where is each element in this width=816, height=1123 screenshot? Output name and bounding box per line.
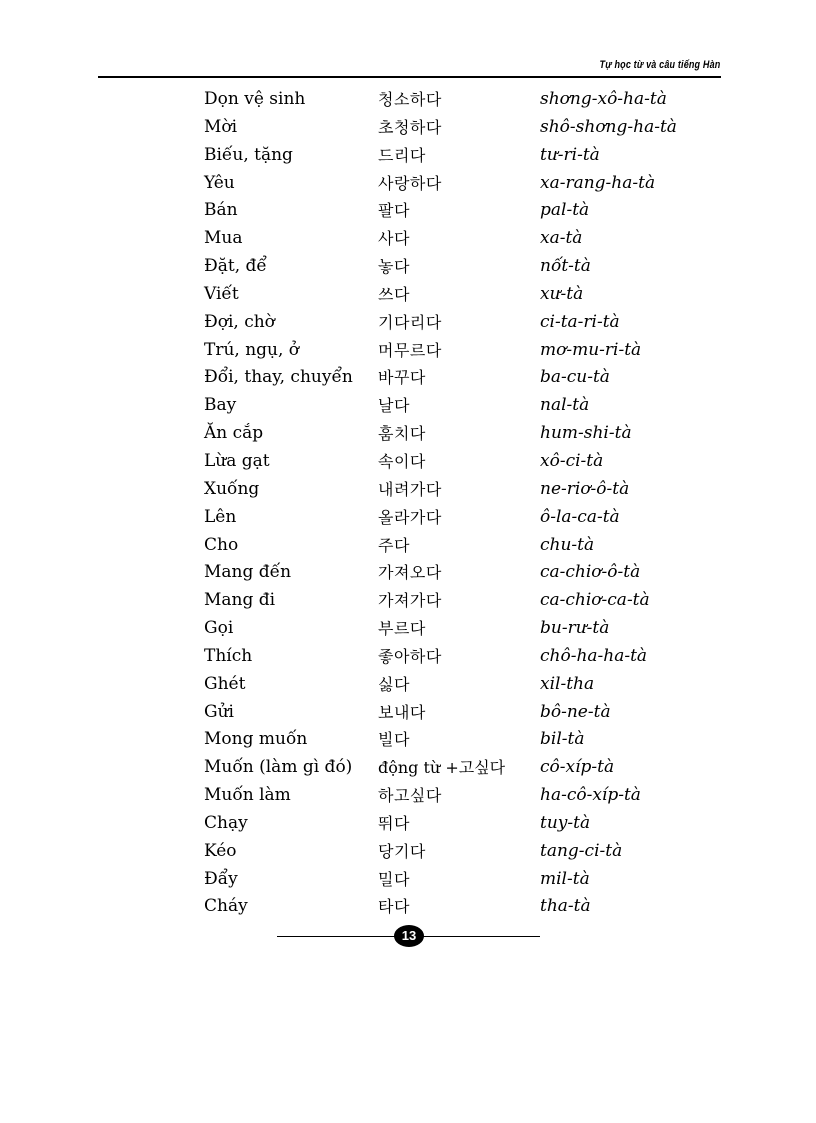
korean-word: 기다리다 [378, 312, 442, 332]
vietnamese-word: Ghét [204, 673, 246, 694]
vocab-row [204, 559, 704, 587]
vietnamese-word: Mang đến [204, 562, 292, 583]
pronunciation: tang-ci-tà [540, 840, 623, 861]
pronunciation: mil-tà [540, 868, 590, 889]
vocab-row [204, 170, 704, 198]
vietnamese-word: Chạy [204, 812, 248, 833]
vocab-row [204, 225, 704, 253]
korean-word: 청소하다 [378, 90, 442, 109]
vietnamese-word: Trú, ngụ, ở [204, 339, 300, 360]
vietnamese-word: Đợi, chờ [204, 311, 275, 332]
korean-word: 바꾸다 [378, 368, 426, 388]
vietnamese-word: Bán [204, 200, 238, 221]
vocabulary-table [204, 86, 704, 921]
vietnamese-word: Muốn làm [204, 785, 291, 806]
vietnamese-word: Lừa gạt [204, 450, 270, 471]
vocab-row [204, 838, 704, 866]
vocab-row [204, 114, 704, 142]
vocab-row [204, 615, 704, 643]
vocab-row [204, 86, 704, 114]
pronunciation: bil-tà [540, 729, 585, 750]
vocab-row [204, 782, 704, 810]
korean-word: 사다 [378, 229, 410, 249]
vocab-row [204, 448, 704, 476]
vietnamese-word: Mong muốn [204, 729, 308, 750]
korean-word: 주다 [378, 535, 410, 555]
vocab-row [204, 197, 704, 225]
vietnamese-word: Cho [204, 534, 239, 555]
pronunciation: tha-tà [540, 896, 591, 917]
pronunciation: bu-rư-tà [540, 618, 610, 639]
vocab-row [204, 587, 704, 615]
korean-word: 내려가다 [378, 479, 442, 499]
vietnamese-word: Thích [204, 645, 253, 666]
pronunciation: pal-tà [540, 200, 590, 221]
page-number-badge: 13 [394, 925, 424, 947]
vietnamese-word: Dọn vệ sinh [204, 89, 306, 109]
vietnamese-word: Mua [204, 228, 243, 249]
vocab-row [204, 309, 704, 337]
korean-word: 빌다 [378, 730, 410, 750]
vietnamese-word: Đổi, thay, chuyển [204, 367, 353, 388]
korean-word: 드리다 [378, 145, 426, 165]
pronunciation: cô-xíp-tà [540, 757, 615, 778]
pronunciation: xư-tà [540, 283, 584, 304]
pronunciation: shơng-xô-ha-tà [540, 89, 667, 109]
vietnamese-word: Đẩy [204, 868, 238, 889]
vietnamese-word: Xuống [204, 478, 260, 499]
vietnamese-word: Biếu, tặng [204, 144, 293, 165]
vocab-row [204, 142, 704, 170]
korean-word: 가져가다 [378, 591, 442, 611]
vocab-row [204, 532, 704, 560]
pronunciation: nốt-tà [540, 256, 591, 277]
pronunciation: bô-ne-tà [540, 701, 611, 722]
pronunciation: chu-tà [540, 534, 595, 555]
pronunciation: xil-tha [540, 673, 595, 694]
korean-word: động từ +고싶다 [378, 758, 506, 778]
vocab-row [204, 281, 704, 309]
vietnamese-word: Gọi [204, 618, 234, 639]
pronunciation: ci-ta-ri-tà [540, 311, 620, 332]
korean-word: 날다 [378, 396, 410, 416]
vietnamese-word: Gửi [204, 701, 234, 722]
vocab-row [204, 754, 704, 782]
vocab-row [204, 253, 704, 281]
korean-word: 당기다 [378, 841, 426, 861]
vocab-row [204, 893, 704, 921]
pronunciation: xa-tà [540, 228, 583, 249]
vocab-row [204, 392, 704, 420]
korean-word: 속이다 [378, 451, 426, 471]
korean-word: 부르다 [378, 619, 426, 639]
vietnamese-word: Yêu [204, 172, 235, 193]
pronunciation: ne-riơ-ô-tà [540, 478, 630, 499]
korean-word: 싫다 [378, 674, 410, 694]
korean-word: 보내다 [378, 702, 426, 722]
vocab-row [204, 504, 704, 532]
vocab-row [204, 726, 704, 754]
header-rule [98, 76, 721, 78]
vocab-row [204, 643, 704, 671]
footer-rule-right [422, 936, 540, 937]
vietnamese-word: Ăn cắp [204, 423, 264, 444]
vietnamese-word: Đặt, để [204, 256, 267, 277]
vocab-row [204, 810, 704, 838]
pronunciation: ô-la-ca-tà [540, 506, 620, 527]
korean-word: 하고싶다 [378, 786, 442, 806]
korean-word: 훔치다 [378, 424, 426, 444]
vocab-row [204, 671, 704, 699]
vietnamese-word: Viết [204, 283, 239, 304]
korean-word: 초청하다 [378, 117, 442, 137]
pronunciation: mơ-mu-ri-tà [540, 339, 642, 360]
korean-word: 타다 [378, 897, 410, 917]
pronunciation: tư-ri-tà [540, 144, 600, 165]
korean-word: 쓰다 [378, 284, 410, 304]
pronunciation: hum-shi-tà [540, 423, 632, 444]
pronunciation: shô-shơng-ha-tà [540, 116, 677, 137]
vietnamese-word: Kéo [204, 840, 237, 861]
pronunciation: ca-chiơ-ô-tà [540, 562, 641, 583]
vietnamese-word: Lên [204, 506, 237, 527]
vocab-row [204, 699, 704, 727]
pronunciation: tuy-tà [540, 812, 591, 833]
pronunciation: xa-rang-ha-tà [540, 172, 656, 193]
vocab-row [204, 866, 704, 894]
korean-word: 놓다 [378, 257, 410, 277]
vietnamese-word: Cháy [204, 896, 248, 917]
korean-word: 가져오다 [378, 563, 442, 583]
pronunciation: nal-tà [540, 395, 590, 416]
pronunciation: xô-ci-tà [540, 450, 604, 471]
vocab-row [204, 364, 704, 392]
korean-word: 머무르다 [378, 340, 442, 360]
running-header-title: Tự học từ và câu tiếng Hàn [599, 59, 720, 71]
korean-word: 사랑하다 [378, 173, 442, 193]
pronunciation: ba-cu-tà [540, 367, 610, 388]
pronunciation: chô-ha-ha-tà [540, 645, 648, 666]
vietnamese-word: Bay [204, 395, 237, 416]
vocab-row [204, 476, 704, 504]
pronunciation: ca-chiơ-ca-tà [540, 590, 650, 611]
korean-word: 팔다 [378, 201, 410, 221]
vietnamese-word: Mời [204, 116, 238, 137]
pronunciation: ha-cô-xíp-tà [540, 785, 641, 806]
vocab-row [204, 420, 704, 448]
vietnamese-word: Mang đi [204, 590, 276, 611]
korean-word: 밀다 [378, 869, 410, 889]
korean-word: 올라가다 [378, 507, 442, 527]
korean-word: 뛰다 [378, 813, 410, 833]
vocab-row [204, 337, 704, 365]
korean-word: 좋아하다 [378, 646, 442, 666]
footer-rule-left [277, 936, 395, 937]
vietnamese-word: Muốn (làm gì đó) [204, 757, 353, 778]
